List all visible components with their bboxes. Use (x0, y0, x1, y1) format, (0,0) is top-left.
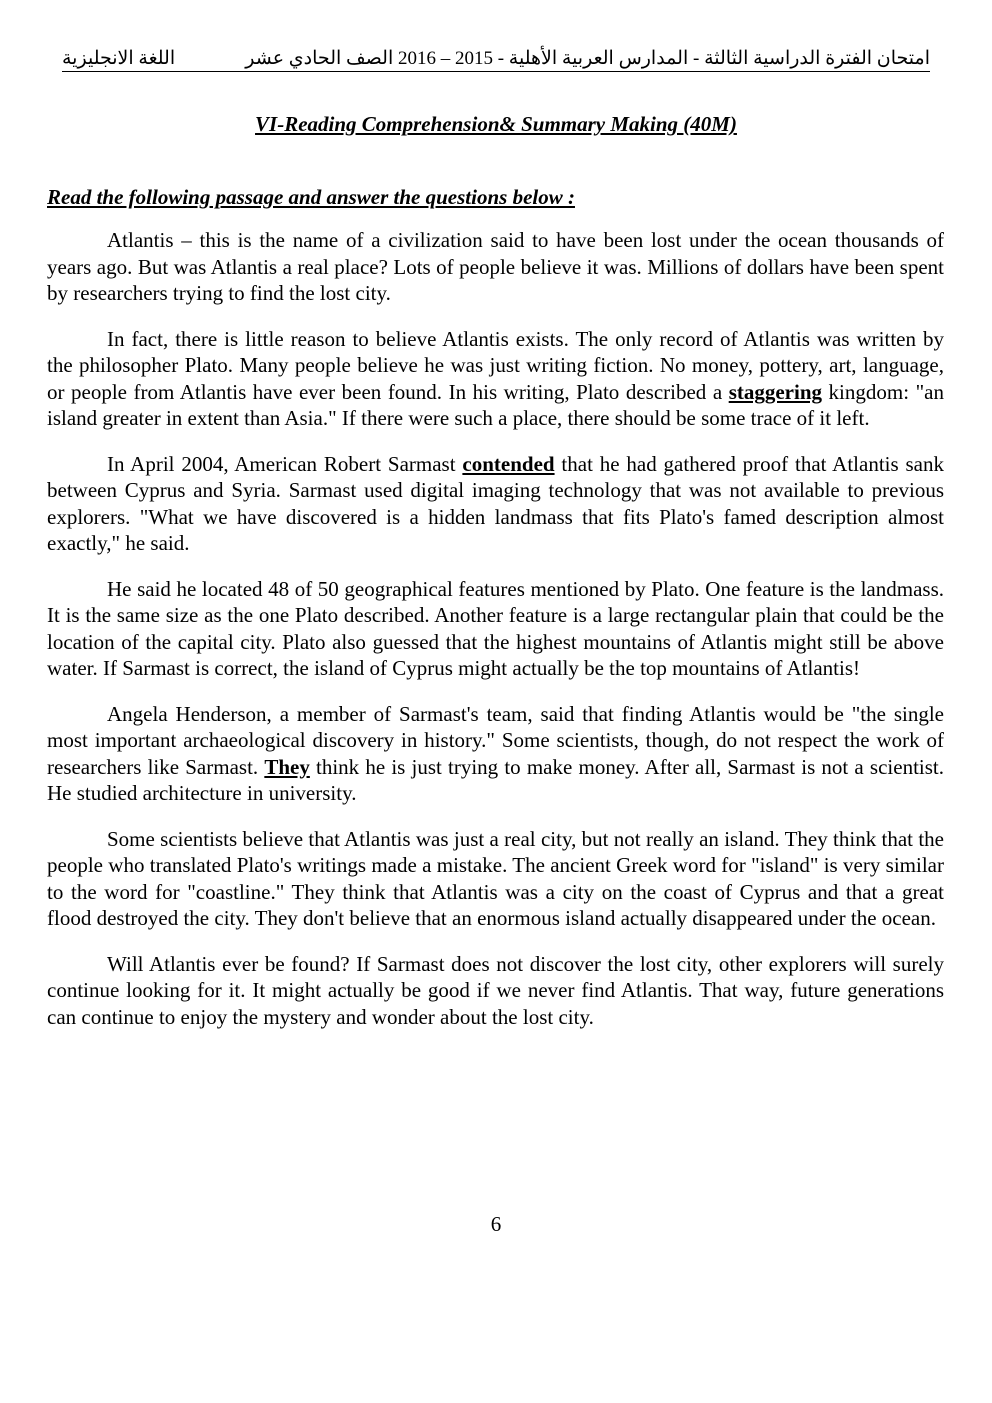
paragraph-2 (47, 326, 944, 432)
paragraph-text: that he had gathered proof that Atlantis sank between Cyprus and Syria. Sarmast used digital imaging technology that was not available to previous explorers. "What we have discovered is a hidden landmass that fits Plato's famed description almost exactly," he said. (47, 451, 945, 555)
paragraph-text: think he is just trying to make money. After all, Sarmast is not a scientist. He studied architecture in university. (47, 754, 944, 805)
reference-word-they: They (264, 754, 310, 779)
paragraph-5 (47, 701, 944, 807)
paragraph-text: Will Atlantis ever be found? If Sarmast does not discover the lost city, other explorers will surely continue looking for it. It might actually be good if we never find Atlantis. That way, future generations can continue to enjoy the mystery and wonder about the lost city. (47, 951, 944, 1029)
subject-label: اللغة الانجليزية (62, 48, 176, 69)
paragraph-7 (47, 951, 944, 1031)
instructions: Read the following passage and answer the questions below : (47, 185, 575, 209)
paragraph-text: He said he located 48 of 50 geographical features mentioned by Plato. One feature is the landmass. It is the same size as the one Plato described. Another feature is a large rectangular plain that could be the location of the capital city. Plato also guessed that the highest mountains of Atlantis might still be above water. If Sarmast is correct, the island of Cyprus might actually be the top mountains of Atlantis! (47, 576, 944, 680)
page-header (62, 47, 930, 72)
page-number: 6 (490, 1212, 502, 1236)
paragraph-1 (47, 227, 944, 307)
paragraph-text: kingdom: "an island greater in extent than Asia." If there were such a place, there should be some trace of it left. (47, 379, 944, 430)
paragraph-3 (47, 451, 944, 557)
paragraph-6 (47, 826, 944, 932)
vocab-word-staggering: staggering (728, 379, 823, 404)
paragraph-text: Angela Henderson, a member of Sarmast's team, said that finding Atlantis would be "the single most important archaeological discovery in history." Some scientists, though, do not respect the work of researchers like Sarmast. (47, 701, 944, 779)
exam-title: امتحان الفترة الدراسية الثالثة - المدارس العربية الأهلية - 2015 – 2016 الصف الحادي عشر (245, 48, 930, 69)
paragraph-text: In fact, there is little reason to believe Atlantis exists. The only record of Atlantis was written by the philosopher Plato. Many people believe he was just writing fiction. No money, pottery, art, language, or people from Atlantis have ever been found. In his writing, Plato described a (47, 326, 944, 404)
section-title: VI-Reading Comprehension& Summary Making (40M) (255, 112, 737, 136)
vocab-word-contended: contended (462, 451, 555, 476)
paragraph-text: In April 2004, American Robert Sarmast (107, 451, 463, 476)
paragraph-text: Atlantis – this is the name of a civilization said to have been lost under the ocean thousands of years ago. But was Atlantis a real place? Lots of people believe it was. Millions of dollars have been spent by researchers trying to find the lost city. (47, 228, 944, 305)
paragraph-text: Some scientists believe that Atlantis was just a real city, but not really an island. They think that the people who translated Plato's writings made a mistake. The ancient Greek word for "island" is very similar to the word for "coastline." They think that Atlantis was a city on the coast of Cyprus and that a great flood destroyed the city. They don't believe that an enormous island actually disappeared under the ocean. (47, 826, 944, 930)
paragraph-4 (47, 576, 944, 682)
reading-passage (47, 227, 944, 1049)
